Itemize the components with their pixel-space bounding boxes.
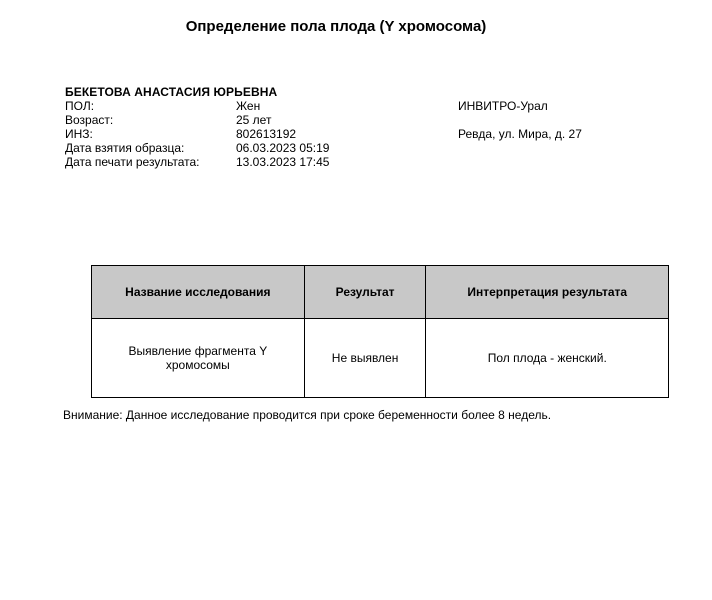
warning-note: Внимание: Данное исследование проводится при сроке беременности более 8 недель.: [63, 408, 552, 422]
info-value: Жен: [236, 99, 261, 113]
column-header: Интерпретация результата: [426, 266, 669, 319]
info-label: Дата взятия образца:: [65, 141, 185, 155]
info-row-sample-date: [0, 141, 712, 155]
info-label: Дата печати результата:: [65, 155, 200, 169]
info-label: ПОЛ:: [65, 99, 95, 113]
info-value: 06.03.2023 05:19: [236, 141, 330, 155]
column-header: Результат: [304, 266, 426, 319]
table-header-row: [92, 266, 669, 319]
column-header: Название исследования: [92, 266, 305, 319]
result-cell: Не выявлен: [304, 319, 426, 398]
info-value: 802613192: [236, 127, 297, 141]
info-row-sex: [0, 99, 712, 113]
info-value: 25 лет: [236, 113, 272, 127]
document-title: Определение пола плода (Y хромосома): [185, 18, 487, 35]
info-row-inz: [0, 127, 712, 141]
patient-name: БЕКЕТОВА АНАСТАСИЯ ЮРЬЕВНА: [65, 85, 278, 99]
info-value: 13.03.2023 17:45: [236, 155, 330, 169]
results-table: [91, 265, 669, 398]
table-row: [92, 319, 669, 398]
test-name-cell: Выявление фрагмента Y хромосомы: [92, 319, 305, 398]
interpretation-cell: Пол плода - женский.: [426, 319, 669, 398]
lab-name: ИНВИТРО-Урал: [458, 99, 548, 113]
info-label: Возраст:: [65, 113, 114, 127]
info-row-age: [0, 113, 712, 127]
lab-address: Ревда, ул. Мира, д. 27: [458, 127, 582, 141]
info-label: ИНЗ:: [65, 127, 93, 141]
info-row-print-date: [0, 155, 712, 169]
